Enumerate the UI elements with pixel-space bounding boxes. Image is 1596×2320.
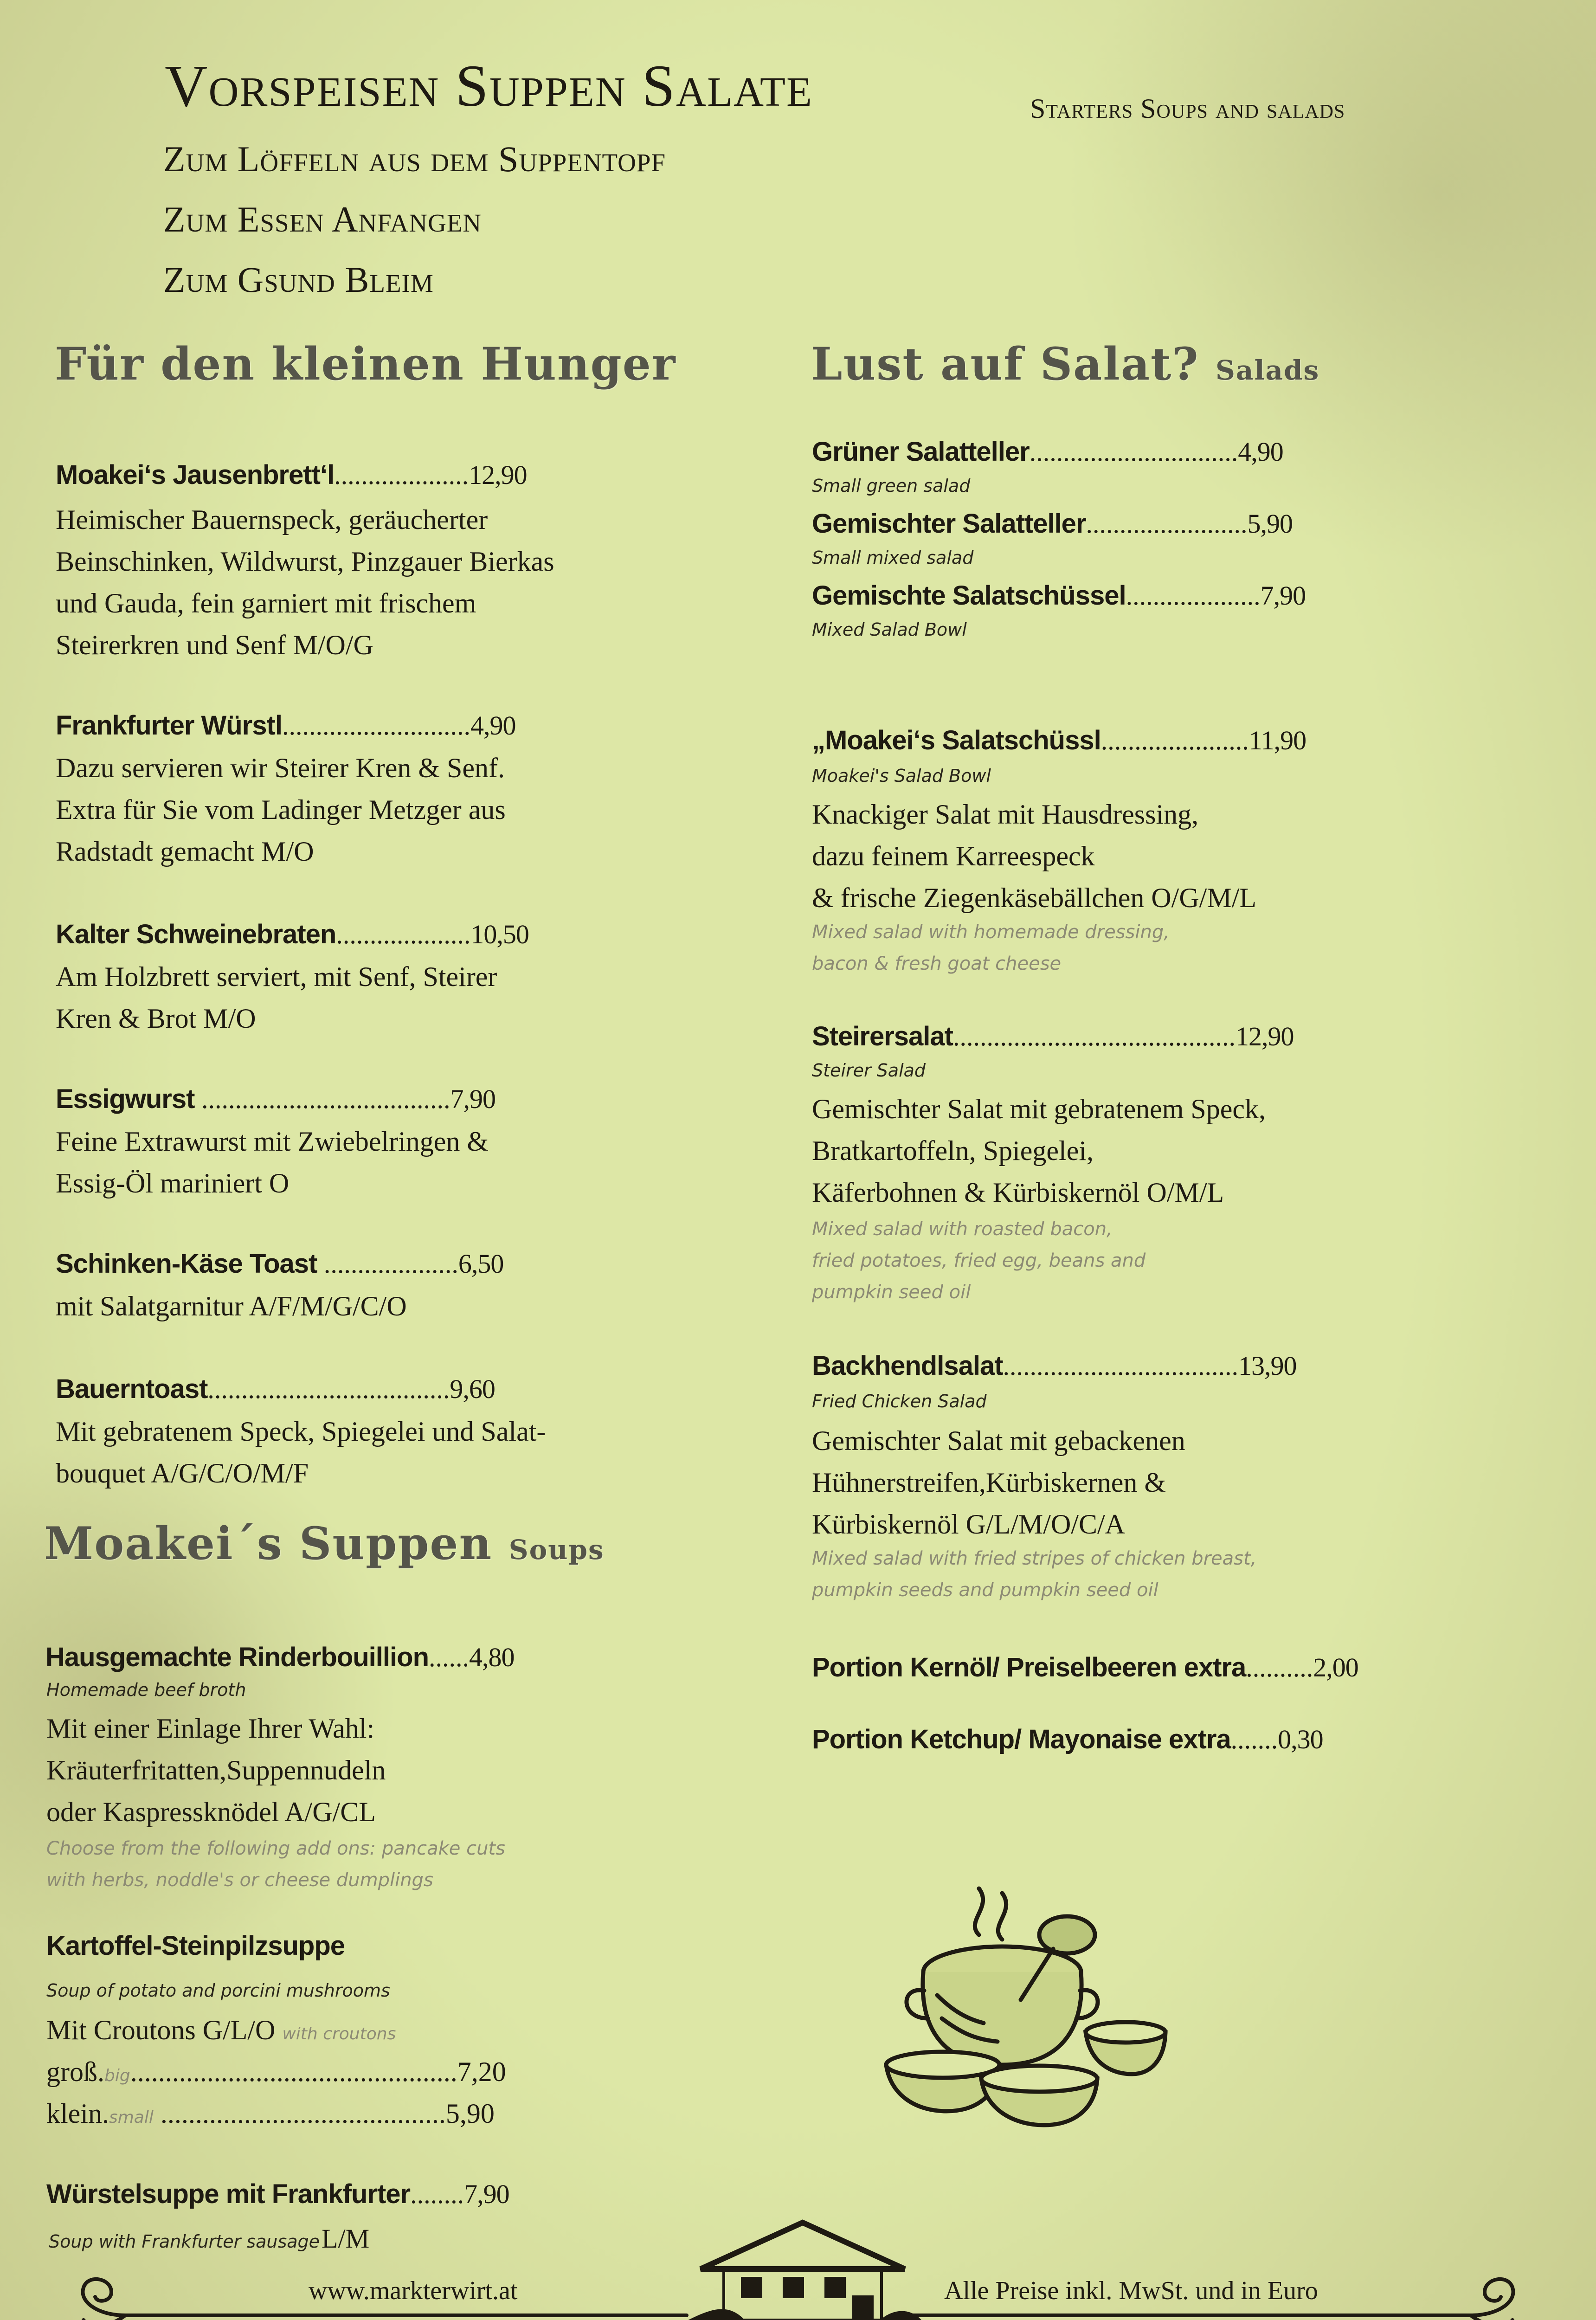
menu-item-english-name: Mixed Salad Bowl	[812, 619, 967, 640]
menu-item-title: Hausgemachte Rinderbouillion......4,80	[45, 1642, 515, 1672]
farmhouse-illustration	[682, 2218, 923, 2320]
section-heading-soups: Moakei´s Suppen Soups	[44, 1517, 605, 1570]
soup-pot-illustration	[882, 1879, 1169, 2139]
menu-item-title: Kartoffel-Steinpilzsuppe	[46, 1931, 345, 1961]
menu-item-english-name: Small mixed salad	[812, 548, 974, 568]
menu-item-title: „Moakei‘s Salatschüssl......................11,90	[812, 725, 1306, 755]
menu-item-english-name: Small green salad	[812, 476, 971, 496]
menu-item-description: Mit einer Einlage Ihrer Wahl: Kräuterfritatten,Suppennudeln oder Kaspressknödel A/G/CL	[46, 1713, 386, 1827]
menu-item-english-name: Steirer Salad	[812, 1060, 926, 1081]
menu-item-description: Gemischter Salat mit gebratenem Speck, Bratkartoffeln, Spiegelei, Käferbohnen & Kürbiskernöl O/M/L	[812, 1094, 1266, 1208]
menu-item-title: Backhendlsalat...................................13,90	[812, 1351, 1297, 1381]
menu-item-title: Schinken-Käse Toast ....................6,50	[56, 1249, 504, 1279]
menu-item-description: mit Salatgarnitur A/F/M/G/C/O	[56, 1291, 407, 1321]
menu-item-title: Grüner Salatteller...............................4,90	[812, 437, 1283, 467]
website-link[interactable]: www.markterwirt.at	[309, 2276, 518, 2305]
menu-item-description: Mit gebratenem Speck, Spiegelei und Salat- bouquet A/G/C/O/M/F	[56, 1416, 546, 1489]
menu-item-description: Dazu servieren wir Steirer Kren & Senf. Extra für Sie vom Ladinger Metzger aus Radstadt gemacht M/O	[56, 753, 506, 867]
section-heading-small-hunger: Für den kleinen Hunger	[55, 338, 676, 390]
menu-item-description: Gemischter Salat mit gebackenen Hühnerstreifen,Kürbiskernen & Kürbiskernöl G/L/M/O/C/A	[812, 1425, 1185, 1540]
price-line-big: groß.big...............................................7,20	[46, 2056, 506, 2087]
menu-item-english-description: Mixed salad with homemade dressing, bacon & fresh goat cheese	[812, 922, 1170, 974]
menu-item-title: Gemischte Salatschüssel....................7,90	[812, 580, 1306, 611]
menu-item-english-name: Fried Chicken Salad	[812, 1391, 987, 1411]
menu-item-description: Mit Croutons G/L/O with croutons	[46, 2015, 396, 2045]
header-line-3: Zum Gsund Bleim	[163, 259, 434, 300]
menu-item-english-description: Mixed salad with fried stripes of chicken breast, pumpkin seeds and pumpkin seed oil	[812, 1548, 1257, 1601]
menu-item-english-description: Choose from the following add ons: pancake cuts with herbs, noddle's or cheese dumplings	[46, 1838, 505, 1891]
menu-item-title: Steirersalat..........................................12,90	[812, 1021, 1294, 1051]
menu-item-title: Gemischter Salatteller........................5,90	[812, 509, 1293, 539]
header-line-2: Zum Essen Anfangen	[163, 199, 482, 239]
menu-item-english-name: Soup with Frankfurter sausage L/M	[49, 2223, 370, 2254]
menu-item-english-name: Soup of potato and porcini mushrooms	[46, 1980, 390, 2001]
menu-item-english-name: Moakei's Salad Bowl	[812, 766, 991, 786]
menu-item-description: Feine Extrawurst mit Zwiebelringen & Essig-Öl mariniert O	[56, 1126, 489, 1199]
extra-item-title: Portion Kernöl/ Preiselbeeren extra..........2,00	[812, 1652, 1358, 1682]
menu-item-english-description: Mixed salad with roasted bacon, fried potatoes, fried egg, beans and pumpkin seed oil	[812, 1218, 1146, 1303]
menu-item-description: Heimischer Bauernspeck, geräucherter Beinschinken, Wildwurst, Pinzgauer Bierkas und Gauda, fein garniert mit frischem Steirerkren und Senf M/O/G	[56, 504, 554, 660]
menu-item-title: Frankfurter Würstl............................4,90	[56, 710, 516, 741]
menu-item-title: Essigwurst .....................................7,90	[56, 1084, 496, 1114]
menu-item-title: Moakei‘s Jausenbrett‘l....................12,90	[56, 460, 527, 490]
menu-item-title: Kalter Schweinebraten....................10,50	[56, 919, 529, 949]
menu-item-title: Bauerntoast....................................9,60	[56, 1374, 495, 1404]
section-heading-salads: Lust auf Salat? Salads	[811, 338, 1320, 390]
menu-item-description: Knackiger Salat mit Hausdressing, dazu feinem Karreespeck & frische Ziegenkäsebällchen O/G/M/L	[812, 799, 1257, 913]
extra-item-title: Portion Ketchup/ Mayonaise extra.......0,30	[812, 1724, 1323, 1754]
menu-item-description: Am Holzbrett serviert, mit Senf, Steirer Kren & Brot M/O	[56, 961, 497, 1034]
price-line-small: klein.small .........................................5,90	[46, 2098, 495, 2129]
page-subtitle: Starters Soups and salads	[1030, 93, 1345, 124]
page-title: Vorspeisen Suppen Salate	[165, 53, 813, 119]
header-line-1: Zum Löffeln aus dem Suppentopf	[163, 139, 666, 179]
menu-item-english-name: Homemade beef broth	[46, 1680, 246, 1700]
menu-item-title: Würstelsuppe mit Frankfurter........7,90	[46, 2179, 509, 2209]
prices-note: Alle Preise inkl. MwSt. und in Euro	[944, 2276, 1318, 2305]
